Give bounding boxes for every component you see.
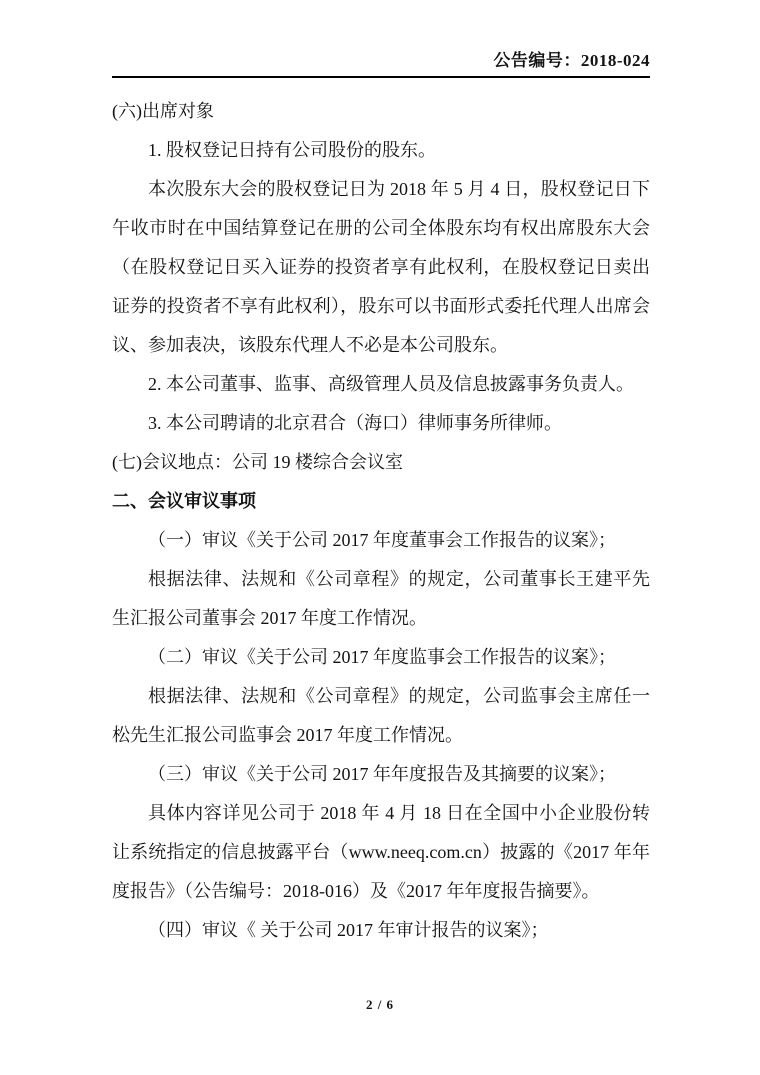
- document-body: [112, 92, 650, 950]
- document-header: [112, 46, 650, 78]
- list-item-1: 1. 股权登记日持有公司股份的股东。: [148, 140, 436, 160]
- agenda-item-1: （一）审议《关于公司 2017 年度董事会工作报告的议案》；: [148, 530, 616, 550]
- section-heading-venue: (七)会议地点：公司 19 楼综合会议室: [112, 452, 403, 472]
- agenda-item-4: （四）审议《 关于公司 2017 年审计报告的议案》；: [148, 920, 549, 940]
- section-heading-agenda: 二、会议审议事项: [112, 491, 256, 511]
- agenda-item-1-detail: 根据法律、法规和《公司章程》的规定，公司董事长王建平先生汇报公司董事会 2017 年度工作情况。: [112, 569, 650, 628]
- list-item-2: 2. 本公司董事、监事、高级管理人员及信息披露事务负责人。: [148, 374, 634, 394]
- list-item-3: 3. 本公司聘请的北京君合（海口）律师事务所律师。: [148, 413, 562, 433]
- agenda-item-3-detail: 具体内容详见公司于 2018 年 4 月 18 日在全国中小企业股份转让系统指定的信息披露平台（www.neeq.com.cn）披露的《2017 年年度报告》（公告编号：2018-016）及《2017 年年度报告摘要》。: [112, 803, 650, 901]
- section-heading-attendees: (六)出席对象: [112, 101, 214, 121]
- paragraph-record-date: 本次股东大会的股权登记日为 2018 年 5 月 4 日，股权登记日下午收市时在中国结算登记在册的公司全体股东均有权出席股东大会（在股权登记日买入证券的投资者享有此权利，在股权登记日卖出证券的投资者不享有此权利），股东可以书面形式委托代理人出席会议、参加表决，该股东代理人不必是本公司股东。: [112, 179, 650, 355]
- notice-number: 公告编号：2018-024: [493, 51, 650, 70]
- page-number: 2 / 6: [365, 997, 395, 1012]
- agenda-item-3: （三）审议《关于公司 2017 年年度报告及其摘要的议案》；: [148, 764, 616, 784]
- agenda-item-2-detail: 根据法律、法规和《公司章程》的规定，公司监事会主席任一松先生汇报公司监事会 2017 年度工作情况。: [112, 686, 650, 745]
- agenda-item-2: （二）审议《关于公司 2017 年度监事会工作报告的议案》；: [148, 647, 616, 667]
